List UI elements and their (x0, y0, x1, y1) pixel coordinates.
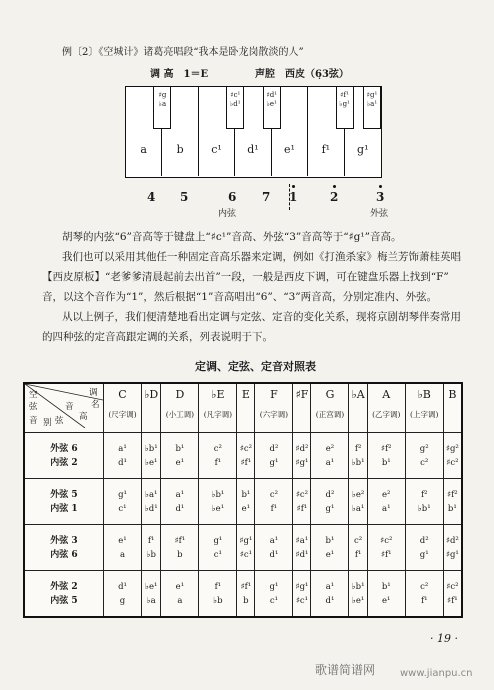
pitch-cell (443, 571, 462, 618)
outer-pitch: e¹ (118, 535, 127, 546)
inner-string-label: 内弦 (218, 209, 237, 219)
outer-pitch: ♯c² (239, 443, 253, 454)
pitch-cell (405, 525, 443, 571)
key-header-cell (349, 383, 367, 433)
inner-pitch: ♭b (213, 595, 223, 606)
pitch-cell (237, 433, 255, 479)
table-title: 定调、定弦、定音对照表 (195, 360, 316, 373)
inner-pitch: ♭e¹ (211, 503, 225, 514)
pitch-cell (405, 571, 443, 618)
pitch-cell (311, 571, 349, 618)
corner-char: 名 (91, 400, 100, 410)
pitch-cell (293, 525, 311, 571)
pitch-cell (199, 479, 237, 525)
key-header-cell (141, 383, 160, 433)
string-label: 内弦 6 (50, 549, 78, 560)
scale-number: 4 (147, 190, 156, 204)
key-alias: (上字调) (410, 410, 439, 419)
inner-pitch: ♭a (146, 595, 156, 606)
outer-pitch: ♯f² (380, 443, 392, 454)
black-key (226, 87, 244, 129)
outer-pitch: b¹ (175, 443, 185, 454)
black-key-sharp: ♯g (158, 91, 167, 99)
string-label: 内弦 1 (50, 503, 78, 514)
key-alias: (凡字调) (203, 410, 233, 419)
black-key-flat: ♭e¹ (266, 100, 277, 108)
inner-pitch: ♭d¹ (144, 503, 158, 514)
outer-pitch: e² (325, 443, 335, 454)
inner-pitch: d¹ (175, 503, 185, 514)
outer-pitch: g¹ (213, 535, 223, 546)
outer-pitch: ♯f¹ (240, 581, 252, 592)
table-corner-cell (24, 383, 104, 433)
white-key-label: g¹ (357, 143, 369, 156)
example-heading: 例〔2〕《空城计》诸葛亮唱段“我本是卧龙岗散淡的人” (62, 47, 304, 58)
pitch-cell (199, 525, 237, 571)
key-name: B (448, 388, 457, 401)
outer-pitch: c² (420, 581, 429, 592)
string-label-cell (24, 433, 104, 479)
outer-pitch: d² (325, 489, 335, 500)
outer-pitch: a¹ (325, 581, 335, 592)
inner-pitch: f¹ (354, 549, 362, 560)
inner-pitch: d¹ (269, 549, 279, 560)
corner-char: 别 (43, 418, 52, 428)
pitch-cell (311, 525, 349, 571)
inner-pitch: ♯g¹ (445, 549, 459, 560)
key-label: 调 高 1＝E (150, 69, 209, 80)
pitch-cell (405, 479, 443, 525)
outer-pitch: e² (382, 489, 391, 500)
octave-dot (292, 185, 295, 188)
outer-pitch: ♯d² (295, 443, 309, 454)
outer-pitch: g¹ (269, 581, 279, 592)
paragraph-line: 的四种弦的定音高跟定调的关系，列表说明于下。 (42, 331, 273, 343)
white-key-label: a (140, 143, 147, 156)
key-header-cell (104, 383, 142, 433)
outer-pitch: a¹ (175, 489, 185, 500)
table-row (24, 525, 462, 571)
key-name: C (118, 388, 127, 401)
outer-string-label: 外弦 (370, 209, 389, 219)
outer-pitch: f² (354, 443, 362, 454)
table-row (24, 433, 462, 479)
voice-label: 声腔 西皮（6̣3弦） (255, 69, 349, 80)
key-alias: (尺字调) (108, 410, 137, 419)
inner-pitch: ♯f¹ (447, 595, 458, 606)
table-row (24, 479, 462, 525)
outer-pitch: g² (419, 443, 429, 454)
outer-pitch: ♯c² (295, 489, 309, 500)
scale-number: 5 (180, 190, 189, 204)
pitch-cell (367, 571, 405, 618)
divider-line (289, 184, 291, 210)
inner-pitch: c² (420, 457, 429, 468)
black-key-flat: ♭d¹ (229, 100, 241, 108)
octave-dot (333, 185, 336, 188)
key-header-cell (293, 383, 311, 433)
outer-pitch: e¹ (175, 581, 185, 592)
black-key-sharp: ♯f¹ (340, 91, 349, 99)
key-header-cell (237, 383, 255, 433)
inner-pitch: g¹ (325, 503, 335, 514)
octave-dot (379, 185, 382, 188)
inner-pitch: c¹ (269, 595, 279, 606)
key-name: F (270, 388, 278, 401)
black-key-flat: ♭g¹ (339, 100, 350, 108)
pitch-cell (161, 571, 199, 618)
watermark-url: www.jianpu.cn (400, 668, 473, 679)
key-name: ♭D (144, 388, 159, 401)
outer-pitch: ♭b¹ (351, 581, 365, 592)
pitch-cell (311, 479, 349, 525)
inner-pitch: ♯d¹ (295, 549, 309, 560)
pitch-cell (311, 433, 349, 479)
outer-pitch: b¹ (325, 535, 335, 546)
string-label: 外弦 3 (50, 535, 78, 546)
key-alias: (正宫调) (315, 410, 345, 419)
black-key-sharp: ♯d¹ (266, 91, 278, 99)
pitch-cell (367, 525, 405, 571)
outer-pitch: f¹ (214, 581, 222, 592)
key-header-cell (311, 383, 349, 433)
inner-pitch: a (119, 549, 126, 560)
scale-number: 2 (330, 190, 339, 204)
pitch-cell (255, 525, 293, 571)
black-key (263, 87, 281, 129)
inner-pitch: d¹ (325, 595, 335, 606)
key-name: ♭B (417, 388, 431, 401)
outer-pitch: ♭a¹ (144, 489, 158, 500)
inner-pitch: ♯c² (446, 457, 459, 468)
key-header-cell (367, 383, 405, 433)
outer-pitch: ♭b¹ (144, 443, 158, 454)
key-name: ♭E (211, 388, 225, 401)
inner-pitch: ♭b (146, 549, 156, 560)
key-header-cell (199, 383, 237, 433)
black-key-flat: ♭a (158, 100, 167, 108)
string-label: 内弦 2 (50, 457, 78, 468)
inner-pitch: f¹ (270, 503, 278, 514)
black-key (153, 87, 171, 129)
pitch-cell (161, 479, 199, 525)
paragraph-line: 我们也可以采用其他任一种固定音高乐器来定调，例如《打渔杀家》梅兰芳饰萧桂英唱 (62, 251, 461, 263)
table-header-row (24, 383, 462, 433)
pitch-cell (199, 571, 237, 618)
pitch-cell (443, 525, 462, 571)
pitch-cell (255, 433, 293, 479)
white-key-label: f¹ (321, 143, 331, 156)
inner-pitch: ♭a¹ (351, 503, 365, 514)
outer-pitch: d² (269, 443, 279, 454)
white-key-label: d¹ (247, 143, 259, 156)
paragraph-line: 从以上例子，我们便清楚地看出定调与定弦、定音的变化关系，现将京剧胡琴伴奏常用 (62, 311, 461, 323)
pitch-cell (349, 479, 367, 525)
corner-char: 空 (29, 390, 38, 400)
outer-pitch: ♯f¹ (174, 535, 186, 546)
outer-pitch: g¹ (118, 489, 127, 500)
black-key-sharp: ♯c¹ (230, 91, 241, 99)
outer-pitch: a¹ (118, 443, 127, 454)
white-key-label: c¹ (211, 143, 222, 156)
pitch-cell (237, 571, 255, 618)
outer-pitch: ♯g¹ (239, 535, 253, 546)
inner-pitch: ♯f¹ (296, 503, 308, 514)
key-alias: (小工调) (165, 410, 195, 419)
inner-pitch: ♯c¹ (295, 595, 309, 606)
key-name: G (325, 388, 335, 401)
key-alias: (乙字调) (372, 410, 401, 419)
inner-pitch: f¹ (420, 595, 428, 606)
keyboard-diagram (125, 86, 382, 178)
inner-pitch: e¹ (325, 549, 335, 560)
pitch-cell (443, 479, 462, 525)
outer-pitch: b¹ (381, 581, 391, 592)
corner-char: 高 (79, 412, 88, 422)
pitch-cell (141, 433, 160, 479)
pitch-cell (443, 433, 462, 479)
inner-pitch: a (177, 595, 183, 606)
inner-pitch: b¹ (447, 503, 457, 514)
pitch-cell (293, 479, 311, 525)
corner-char: 弦 (55, 416, 64, 426)
inner-pitch: a¹ (382, 503, 391, 514)
pitch-cell (349, 525, 367, 571)
inner-pitch: e¹ (241, 503, 251, 514)
key-name: ♯F (295, 388, 309, 401)
pitch-cell (349, 571, 367, 618)
inner-pitch: ♯c¹ (239, 549, 253, 560)
pitch-cell (141, 571, 160, 618)
pitch-cell (349, 433, 367, 479)
inner-pitch: ♯g¹ (295, 457, 309, 468)
paragraph-line: 【西皮原板】“老爹爹清晨起前去出首”一段，一般是西皮下调，可在键盘乐器上找到“F” (42, 271, 449, 283)
pitch-cell (161, 433, 199, 479)
white-key-label: b (176, 143, 184, 156)
white-key-label: e¹ (283, 143, 295, 156)
pitch-cell (367, 433, 405, 479)
pitch-cell (141, 525, 160, 571)
inner-pitch: g¹ (419, 549, 429, 560)
outer-pitch: c² (269, 489, 279, 500)
pitch-cell (367, 479, 405, 525)
outer-pitch: ♯d² (445, 535, 459, 546)
string-label-cell (24, 479, 104, 525)
key-name: A (382, 388, 391, 401)
outer-pitch: ♯a¹ (295, 535, 309, 546)
scale-number: 3 (376, 190, 385, 204)
outer-pitch: ♭b¹ (211, 489, 225, 500)
outer-pitch: a¹ (269, 535, 279, 546)
inner-pitch: ♭b¹ (417, 503, 431, 514)
inner-pitch: e¹ (382, 595, 391, 606)
black-key-sharp: ♯g¹ (366, 91, 378, 99)
outer-pitch: ♯g² (445, 443, 459, 454)
string-label-cell (24, 525, 104, 571)
key-alias: (六字调) (259, 410, 289, 419)
inner-pitch: b (243, 595, 249, 606)
inner-pitch: c¹ (213, 549, 222, 560)
outer-pitch: d¹ (118, 581, 127, 592)
scale-number: 1 (289, 190, 298, 204)
inner-pitch: e¹ (175, 457, 185, 468)
tuning-table (23, 382, 463, 618)
black-key-flat: ♭a¹ (366, 100, 378, 108)
inner-pitch: ♭e¹ (351, 595, 365, 606)
outer-pitch: ♭e¹ (144, 581, 158, 592)
pitch-cell (104, 525, 142, 571)
pitch-cell (104, 571, 142, 618)
inner-pitch: f¹ (214, 457, 222, 468)
outer-pitch: ♭e² (351, 489, 365, 500)
key-name: E (241, 388, 250, 401)
inner-pitch: b¹ (381, 457, 391, 468)
outer-pitch: d² (419, 535, 429, 546)
key-header-cell (161, 383, 199, 433)
pitch-cell (237, 525, 255, 571)
pitch-cell (293, 433, 311, 479)
pitch-cell (405, 433, 443, 479)
outer-pitch: b¹ (241, 489, 251, 500)
inner-pitch: a¹ (325, 457, 335, 468)
corner-char: 调 (89, 388, 98, 398)
inner-pitch: ♭e¹ (144, 457, 158, 468)
string-label: 外弦 2 (50, 581, 78, 592)
key-name: D (175, 388, 185, 401)
pitch-cell (255, 479, 293, 525)
pitch-cell (104, 479, 142, 525)
pitch-cell (237, 479, 255, 525)
key-header-cell (405, 383, 443, 433)
outer-pitch: ♯c² (446, 581, 459, 592)
pitch-cell (104, 433, 142, 479)
table-row (24, 571, 462, 618)
corner-char: 音 (65, 402, 74, 412)
key-header-cell (443, 383, 462, 433)
pitch-cell (199, 433, 237, 479)
corner-char: 弦 (29, 402, 38, 412)
inner-pitch: ♭b¹ (351, 457, 365, 468)
string-label: 内弦 5 (50, 595, 78, 606)
paragraph-line: 胡琴的内弦“6”音高等于键盘上“♯c¹”音高、外弦“3”音高等于“♯g¹”音高。 (62, 231, 402, 243)
outer-pitch: f² (420, 489, 428, 500)
pitch-cell (255, 571, 293, 618)
outer-pitch: ♯c² (380, 535, 393, 546)
string-label: 外弦 5 (50, 489, 78, 500)
pitch-cell (141, 479, 160, 525)
pitch-cell (293, 571, 311, 618)
scale-number: 7 (262, 190, 271, 204)
corner-char: 音 (29, 416, 38, 426)
pitch-cell (161, 525, 199, 571)
inner-pitch: ♯f¹ (380, 549, 392, 560)
outer-pitch: f¹ (147, 535, 155, 546)
watermark-cn: 歌谱简谱网 (315, 663, 376, 677)
inner-pitch: ♯f¹ (240, 457, 252, 468)
inner-pitch: g¹ (269, 457, 279, 468)
outer-pitch: ♯f² (447, 489, 458, 500)
scale-number: 6 (228, 190, 237, 204)
outer-pitch: c² (354, 535, 363, 546)
black-key (336, 87, 354, 129)
string-label: 外弦 6 (50, 443, 78, 454)
inner-pitch: b (177, 549, 183, 560)
inner-pitch: d¹ (118, 457, 127, 468)
key-header-cell (255, 383, 293, 433)
black-key (363, 87, 381, 129)
inner-pitch: c¹ (118, 503, 127, 514)
paragraph-line: 音，以这个音作为“1”，然后根据“1”音高唱出“6”、“3”两音高，分别定准内、外弦。 (42, 291, 438, 303)
inner-pitch: g (119, 595, 126, 606)
page-number: · 19 · (430, 632, 458, 645)
key-name: ♭A (351, 388, 365, 401)
outer-pitch: ♯g¹ (295, 581, 309, 592)
outer-pitch: c² (213, 443, 222, 454)
string-label-cell (24, 571, 104, 618)
